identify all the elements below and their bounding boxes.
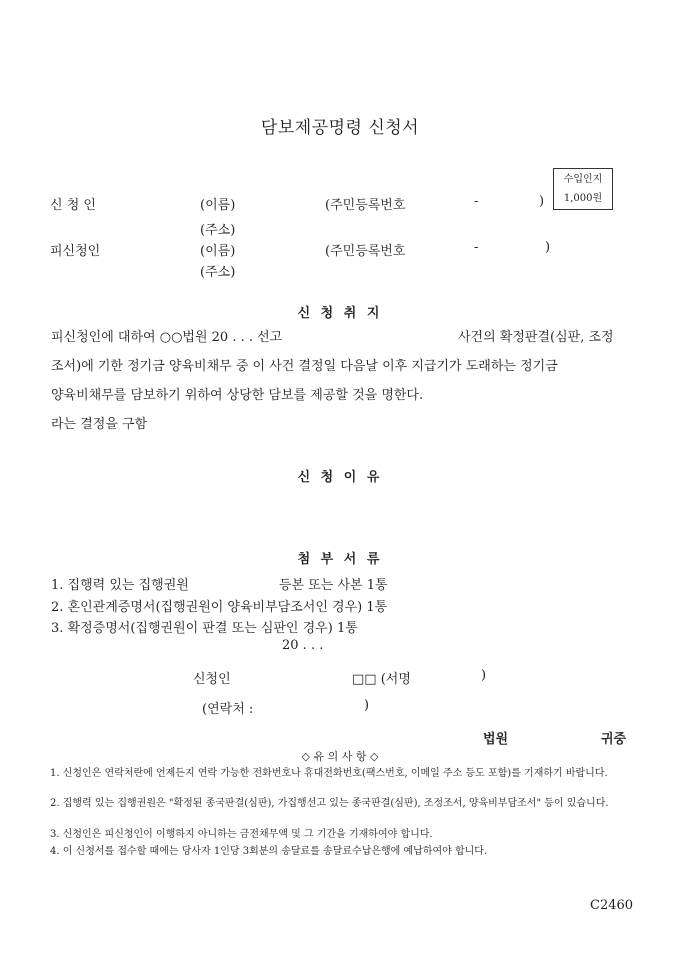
purpose-paragraph [51, 323, 651, 439]
signature-field: □□ (서명 [352, 672, 411, 687]
attachment-item-2: 2. 혼인관계증명서(집행권원이 양육비부담조서인 경우) 1통 [51, 600, 388, 615]
applicant-rrn-close: ) [539, 194, 545, 209]
notice-item-2: 2. 집행력 있는 집행권원은 "확정된 종국판결(심판), 가집행선고 있는 종국판결(심판), 조정조서, 양육비부담조서" 등이 있습니다. [50, 798, 609, 809]
respondent-rrn-close: ) [545, 240, 551, 255]
signature-label: 신청인 [193, 672, 231, 687]
purpose-line-4: 라는 결정을 구함 [51, 417, 148, 432]
stamp-amount: 1,000원 [563, 193, 603, 204]
attachment-item-1-copy: 등본 또는 사본 1통 [279, 578, 388, 593]
revenue-stamp-box [553, 168, 613, 210]
respondent-rrn-field: (주민등록번호 [325, 244, 406, 259]
notice-heading: ◇ 유 의 사 항 ◇ [301, 750, 379, 763]
purpose-line-1b: 사건의 확정판결(심판, 조정 [458, 330, 614, 345]
page-title: 담보제공명령 신청서 [260, 118, 420, 138]
stamp-label: 수입인지 [563, 174, 603, 185]
purpose-heading: 신 청 취 지 [297, 306, 383, 321]
contact-field: (연락처 : [202, 702, 254, 717]
respondent-rrn-dash: - [474, 240, 479, 255]
purpose-line-3: 양육비채무를 담보하기 위하여 상당한 담보를 제공할 것을 명한다. [51, 388, 424, 403]
form-code: C2460 [590, 898, 634, 913]
applicant-rrn-dash: - [474, 194, 479, 209]
applicant-rrn-field: (주민등록번호 [325, 198, 406, 213]
filing-date: 20 . . . [282, 638, 324, 653]
purpose-line-2: 조서)에 기한 정기금 양육비채무 중 이 사건 결정일 다음날 이후 지급기가 도래하는 정기금 [51, 359, 558, 374]
applicant-name-field: (이름) [200, 198, 236, 213]
applicant-address-field: (주소) [200, 223, 236, 238]
respondent-address-field: (주소) [200, 265, 236, 280]
respondent-name-field: (이름) [200, 244, 236, 259]
respondent-label: 피신청인 [50, 244, 101, 259]
court-suffix: 귀중 [601, 732, 627, 747]
attachment-item-3: 3. 확정증명서(집행권원이 판결 또는 심판인 경우) 1통 [51, 621, 358, 636]
applicant-label: 신 청 인 [50, 198, 96, 213]
court-name: 법원 [483, 732, 509, 747]
attachment-item-1: 1. 집행력 있는 집행권원 [51, 578, 189, 593]
signature-close: ) [481, 668, 487, 683]
notice-item-3: 3. 신청인은 피신청인이 이행하지 아니하는 금전채무액 및 그 기간을 기재하여야 합니다. [50, 829, 433, 840]
reason-heading: 신 청 이 유 [297, 470, 383, 485]
attachments-heading: 첨 부 서 류 [297, 552, 383, 567]
notice-item-4: 4. 이 신청서를 접수할 때에는 당사자 1인당 3회분의 송달료를 송달료수납은행에 예납하여야 합니다. [50, 846, 488, 857]
notice-item-1: 1. 신청인은 연락처란에 언제든지 연락 가능한 전화번호나 휴대전화번호(팩스번호, 이메일 주소 등도 포함)를 기재하기 바랍니다. [50, 768, 608, 779]
purpose-line-1a: 피신청인에 대하여 ○○법원 20 . . . 선고 [51, 330, 283, 345]
contact-close: ) [364, 698, 370, 713]
